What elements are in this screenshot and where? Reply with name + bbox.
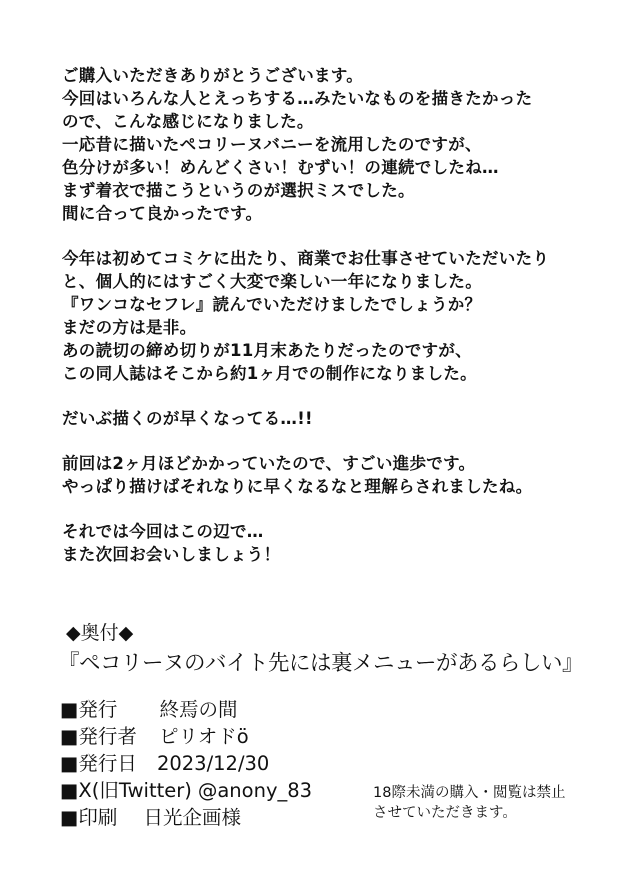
afterword-paragraph-5 [62, 520, 622, 566]
afterword-line: 一応昔に描いたペコリーヌバニーを流用したのですが、 [62, 135, 482, 154]
colophon-label: ■X(旧Twitter) [60, 779, 192, 802]
afterword-line: あの読切の締め切りが11月末あたりだったのですが、 [62, 341, 472, 360]
notice-line: 18際未満の購入・閲覧は禁止 [373, 785, 566, 801]
afterword-line: 今年は初めてコミケに出たり、商業でお仕事させていただいたり [62, 249, 550, 268]
notice-line: させていただきます。 [373, 805, 517, 821]
afterword-line: まず着衣で描こうというのが選択ミスでした。 [62, 181, 415, 200]
afterword-line: まだの方は是非。 [62, 318, 197, 337]
colophon-value: @anony_83 [197, 779, 313, 802]
colophon-label: ■発行日 [60, 752, 137, 775]
afterword-line: 間に合って良かったです。 [62, 204, 263, 223]
afterword-line: ご購入いただきありがとうございます。 [62, 66, 364, 85]
afterword-paragraph-1 [62, 64, 622, 225]
colophon-row-date [60, 750, 312, 777]
afterword-line: 前回は2ヶ月ほどかかっていたので、すごい進歩です。 [62, 454, 476, 473]
afterword-line: また次回お会いしましょう！ [62, 545, 281, 564]
afterword-line: ので、こんな感じになりました。 [62, 112, 314, 131]
afterword-line: だいぶ描くのが早くなってる…!! [62, 409, 313, 428]
colophon-label: ■印刷 [60, 806, 118, 829]
afterword-line: と、個人的にはすごく大変で楽しい一年になりました。 [62, 272, 482, 291]
colophon-row-publisher [60, 696, 312, 723]
afterword-text [62, 64, 622, 588]
colophon-row-issuer [60, 723, 312, 750]
book-title: 『ペコリーヌのバイト先には裏メニューがあるらしい』 [58, 651, 584, 676]
afterword-line: 色分けが多い！めんどくさい！むずい！の連続でしたね… [62, 158, 499, 177]
afterword-line: やっぱり描けばそれなりに早くなるなと理解らされましたね。 [62, 477, 533, 496]
okuduke-heading: ◆奥付◆ [66, 622, 134, 644]
afterword-line: 今回はいろんな人とえっちする…みたいなものを描きたかった [62, 89, 533, 108]
colophon-label: ■発行 [60, 698, 118, 721]
afterword-paragraph-2 [62, 247, 622, 385]
age-restriction-notice [373, 783, 565, 823]
colophon-value: ピリオドö [158, 725, 249, 748]
afterword-line: この同人誌はそこから約1ヶ月での制作になりました。 [62, 364, 477, 383]
afterword-line: 『ワンコなセフレ』読んでいただけましたでしょうか？ [62, 295, 482, 314]
colophon-row-printer [60, 804, 312, 831]
colophon-row-x-account [60, 777, 312, 804]
colophon-value: 終焉の間 [159, 698, 238, 721]
colophon-label: ■発行者 [60, 725, 137, 748]
afterword-paragraph-4 [62, 452, 622, 498]
afterword-paragraph-3 [62, 407, 622, 430]
colophon-value: 日光企画様 [143, 806, 241, 829]
afterword-line: それでは今回はこの辺で… [62, 522, 264, 541]
colophon-list [60, 696, 312, 831]
colophon-value: 2023/12/30 [156, 752, 270, 775]
